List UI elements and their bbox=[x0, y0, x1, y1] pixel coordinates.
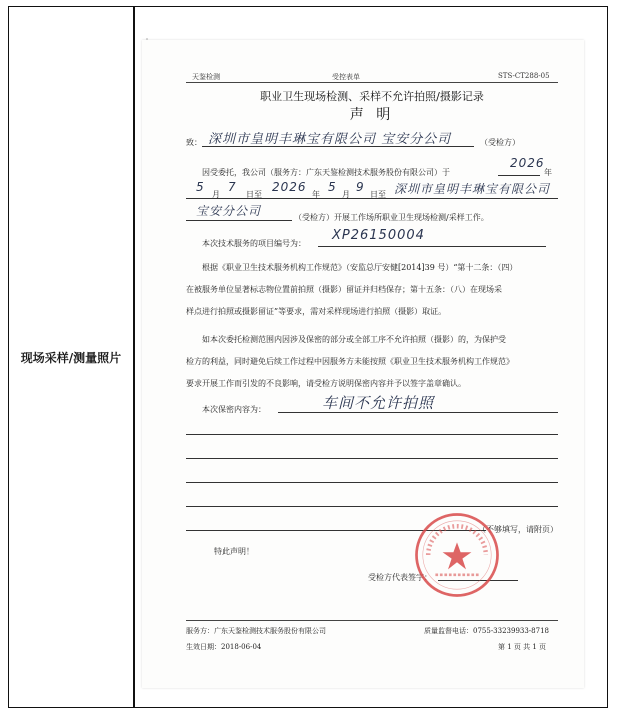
footer-service: 服务方：广东天鉴检测技术服务股份有限公司 bbox=[186, 627, 326, 635]
confidential-line-3: 要求开展工作而引发的不良影响，请受检方说明保密内容并予以签字盖章确认。 bbox=[186, 379, 466, 388]
company-underline bbox=[186, 220, 292, 221]
day-to: 日至 bbox=[246, 190, 262, 199]
secret-content-underline bbox=[278, 412, 558, 413]
addressee-prefix: 致： bbox=[186, 138, 202, 147]
year-unit: 年 bbox=[544, 168, 552, 177]
addressee-suffix: （受检方） bbox=[480, 138, 520, 147]
secret-content-label: 本次保密内容为： bbox=[202, 405, 266, 414]
year1-underline bbox=[498, 175, 540, 176]
secret-content-handwriting: 车间不允许拍照 bbox=[322, 394, 435, 412]
special-note: 特此声明！ bbox=[214, 547, 254, 556]
footer-page-number: 第 1 页 共 1 页 bbox=[498, 643, 547, 651]
document-title: 职业卫生现场检测、采样不允许拍照/摄影记录 bbox=[260, 90, 484, 103]
company-handwriting-1: 深圳市皇明丰琳宝有限公司 bbox=[394, 182, 551, 196]
row-label: 现场采样/测量照片 bbox=[20, 350, 122, 365]
footer-supervision: 质量监督电话：0755-33239933-8718 bbox=[424, 627, 549, 635]
project-no-underline bbox=[318, 246, 546, 247]
blank-line-1 bbox=[186, 434, 558, 435]
document-subtitle: 声 明 bbox=[349, 107, 395, 123]
footer-rule bbox=[186, 620, 558, 621]
footer-effective-date: 生效日期：2018-06-04 bbox=[186, 643, 262, 651]
commission-text: 因受委托，我公司（服务方：广东天鉴检测技术服务股份有限公司）于 bbox=[202, 168, 450, 177]
regulation-line-3: 样点进行拍照或摄影留证”等要求，需对采样现场进行拍照（摄影）取证。 bbox=[186, 307, 447, 316]
year1-handwriting: 2026 bbox=[510, 156, 545, 170]
blank-line-3 bbox=[186, 482, 558, 483]
regulation-line-1: 根据《职业卫生技术服务机构工作规范》（安监总厅安健[2014]39 号）“第十二条：（四） bbox=[202, 263, 518, 272]
month-unit-1: 月 bbox=[212, 190, 220, 199]
month1-handwriting: 5 bbox=[196, 180, 205, 194]
addressee-handwriting: 深圳市皇明丰琳宝有限公司 宝安分公司 bbox=[208, 132, 452, 147]
header-rule bbox=[186, 82, 558, 83]
blank-line-4 bbox=[186, 506, 558, 507]
month2-handwriting: 5 bbox=[328, 180, 337, 194]
scanned-sheet bbox=[142, 40, 584, 688]
blank-line-2 bbox=[186, 458, 558, 459]
project-no-label: 本次技术服务的项目编号为： bbox=[202, 239, 306, 248]
addressee-underline bbox=[202, 146, 474, 147]
day-unit-2: 日至 bbox=[370, 190, 386, 199]
commission-suffix: （受检方）开展工作场所职业卫生现场检测/采样工作。 bbox=[294, 213, 489, 222]
confidential-line-1: 如本次委托检测范围内因涉及保密的部分或全部工序不允许拍照（摄影）的，为保护受 bbox=[202, 335, 506, 344]
signature-label: 受检方代表签字： bbox=[368, 573, 432, 582]
table-divider bbox=[133, 7, 135, 707]
company-handwriting-2: 宝安分公司 bbox=[196, 204, 262, 218]
date-underline bbox=[186, 198, 558, 199]
header-left: 天鉴检测 bbox=[192, 73, 220, 81]
project-no-handwriting: XP26150004 bbox=[332, 228, 425, 243]
confidential-line-2: 检方的利益，同时避免后续工作过程中因服务方未能按照《职业卫生技术服务机构工作规范》 bbox=[186, 357, 514, 366]
year2-handwriting: 2026 bbox=[272, 180, 307, 194]
year-unit-2: 年 bbox=[312, 190, 320, 199]
header-center: 受控表单 bbox=[332, 73, 360, 81]
regulation-line-2: 在被服务单位显著标志物位置前拍照（摄影）留证并归档保存；第十五条：（八）在现场采 bbox=[186, 285, 502, 294]
continued-note: （不够填写，请附页） bbox=[478, 525, 558, 534]
day2-handwriting: 9 bbox=[356, 180, 365, 194]
company-seal-icon bbox=[412, 510, 502, 600]
month-unit-2: 月 bbox=[342, 190, 350, 199]
header-right: STS-CT288-05 bbox=[498, 72, 550, 80]
day1-handwriting: 7 bbox=[228, 180, 237, 194]
